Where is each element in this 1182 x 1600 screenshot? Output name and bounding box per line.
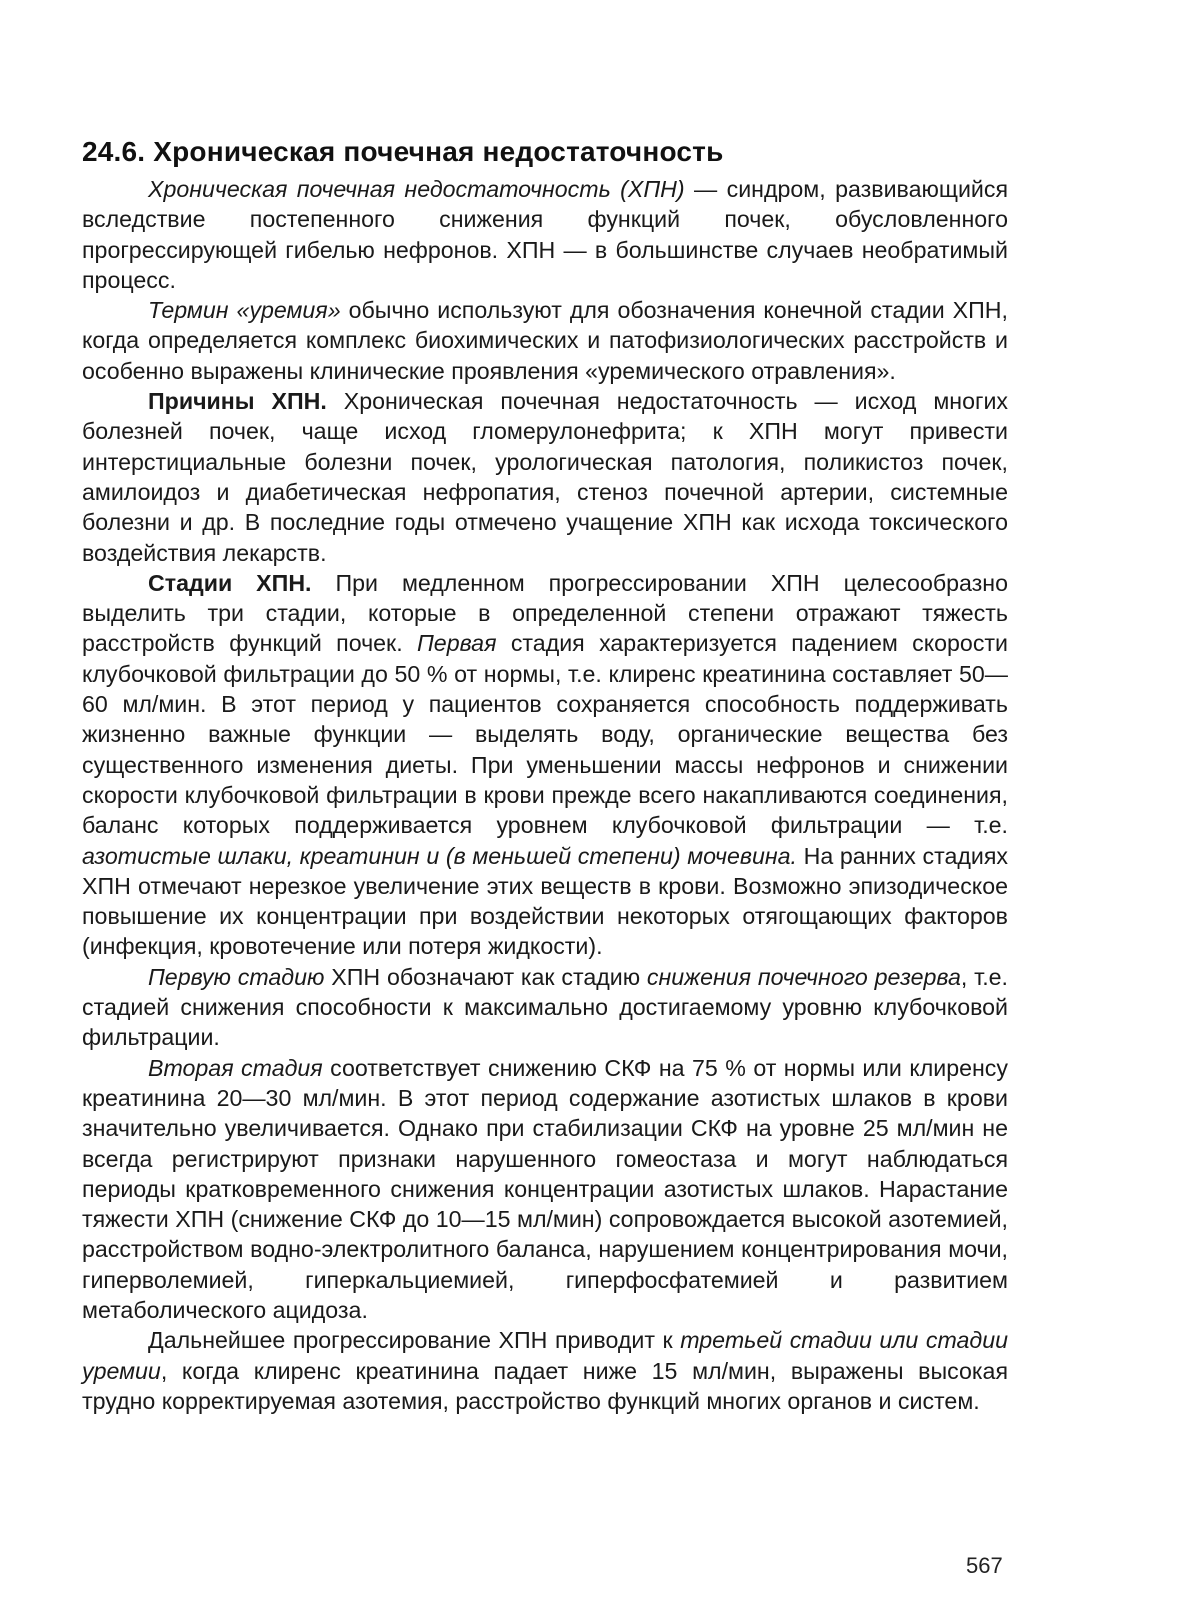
text-run: На ранних стадиях ХПН отмечают нерезкое увеличение этих веществ в крови. Возможно эпизодическое повышение их концентрации при воздействии некоторых отягощающих факторов (инфекция, кровотечение или потеря жидкости). <box>82 842 1008 960</box>
text-run: , т.е. стадией снижения способности к максимально достигаемому уровню клубочковой фильтрации. <box>82 963 1008 1051</box>
italic-run: Первую стадию <box>148 963 325 990</box>
italic-run: снижения почечного резерва <box>646 963 961 990</box>
italic-run: третьей стадии или стадии уремии <box>82 1327 1009 1384</box>
paragraph-causes <box>82 386 1008 568</box>
paragraph-second-stage <box>82 1053 1008 1326</box>
page-number: 567 <box>966 1553 1003 1578</box>
paragraph-uremia-term <box>82 295 1008 386</box>
paragraph-third-stage <box>82 1325 1008 1416</box>
text-run: ХПН обозначают как стадию <box>324 963 647 990</box>
paragraph-definition <box>82 174 1008 295</box>
bold-run: Причины ХПН. <box>148 388 327 415</box>
text-run: обычно используют для обозначения конечной стадии ХПН, когда определяется комплекс биохимических и патофизиологических расстройств и особенно выражены клинические проявления «уремического отравления». <box>82 297 1008 384</box>
text-run: При медленном прогрессировании ХПН целесообразно выделить три стадии, которые в определенной степени отражают тяжесть расстройств функций почек. <box>82 569 1008 657</box>
italic-run: Вторая стадия <box>148 1054 323 1081</box>
text-run: — синдром, развивающийся вследствие постепенного снижения функций почек, обусловленного прогрессирующей гибелью нефронов. ХПН — в большинстве случаев необратимый процесс. <box>82 176 1008 293</box>
paragraph-stages <box>82 568 1008 962</box>
section-heading: 24.6. Хроническая почечная недостаточность <box>82 136 724 167</box>
text-run: стадия характеризуется падением скорости клубочковой фильтрации до 50 % от нормы, т.е. клиренс креатинина составляет 50—60 мл/мин. В этот период у пациентов сохраняется способность поддерживать жизненно важные функции — выделять воду, органические вещества без существенного изменения диеты. При уменьшении массы нефронов и снижении скорости клубочковой фильтрации в крови прежде всего накапливаются соединения, баланс которых поддерживается уровнем клубочковой фильтрации — т.е. <box>82 630 1008 839</box>
text-run: соответствует снижению СКФ на 75 % от нормы или клиренсу креатинина 20—30 мл/мин. В этот период содержание азотистых шлаков в крови значительно увеличивается. Однако при стабилизации СКФ на уровне 25 мл/мин не всегда регистрируют признаки нарушенного гомеостаза и могут наблюдаться периоды кратковременного снижения концентрации азотистых шлаков. Нарастание тяжести ХПН (снижение СКФ до 10—15 мл/мин) сопровождается высокой азотемией, расстройством водно-электролитного баланса, нарушением концентрирования мочи, гиперволемией, гиперкальциемией, гиперфосфатемией и развитием метаболического ацидоза. <box>82 1054 1008 1323</box>
italic-run: Первая <box>417 630 497 657</box>
text-run: Дальнейшее прогрессирование ХПН приводит к <box>148 1327 681 1354</box>
italic-run: азотистые шлаки, креатинин и (в меньшей степени) мочевина. <box>82 842 797 869</box>
italic-run: Хроническая почечная недостаточность (ХПН) <box>148 176 685 202</box>
body-text <box>82 174 1008 1416</box>
paragraph-first-stage <box>82 962 1008 1053</box>
italic-run: Термин «уремия» <box>148 297 341 324</box>
text-run: Хроническая почечная недостаточность — исход многих болезней почек, чаще исход гломерулонефрита; к ХПН могут привести интерстициальные болезни почек, урологическая патология, поликистоз почек, амилоидоз и диабетическая нефропатия, стеноз почечной артерии, системные болезни и др. В последние годы отмечено учащение ХПН как исхода токсического воздействия лекарств. <box>82 388 1008 566</box>
bold-run: Стадии ХПН. <box>148 569 312 596</box>
text-run: , когда клиренс креатинина падает ниже 15 мл/мин, выражены высокая трудно корректируемая азотемия, расстройство функций многих органов и систем. <box>82 1357 1008 1414</box>
